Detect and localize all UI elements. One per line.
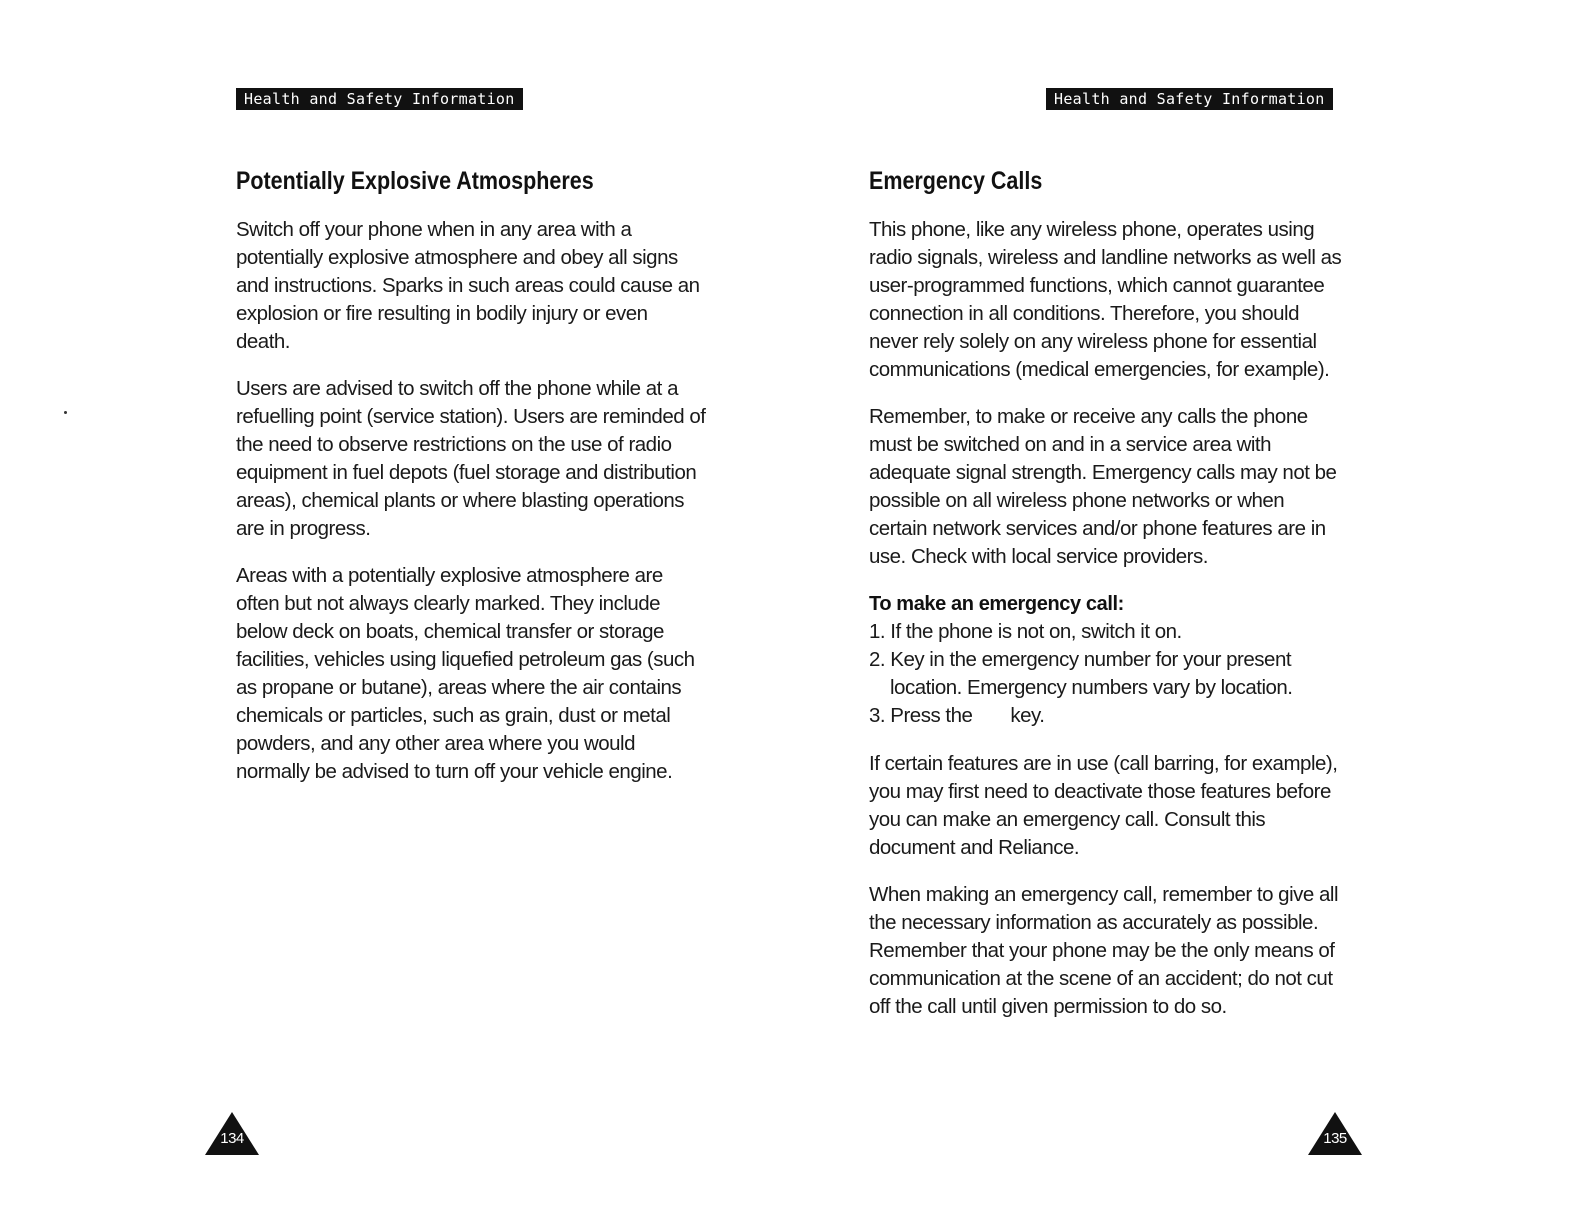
paragraph: Remember, to make or receive any calls the phone must be switched on and in a service area with adequate signal strength. Emergency calls may not be possible on all wireless phone networks or when certain network services and/or phone features are in use. Check with local service providers.	[869, 405, 1337, 568]
step-text: key.	[1010, 704, 1045, 727]
step-text: 3. Press the	[869, 704, 973, 727]
steps-subheading: To make an emergency call:	[869, 593, 1124, 615]
page-number: 134	[220, 1130, 244, 1147]
paragraph: This phone, like any wireless phone, operates using radio signals, wireless and landline networks as well as user-programmed functions, which cannot guarantee connection in all conditions. Therefore, you should never rely solely on any wireless phone for essential communications (medical emergencies, for example).	[869, 218, 1342, 381]
page-number-marker	[203, 1110, 261, 1156]
page-title: Potentially Explosive Atmospheres	[236, 167, 594, 195]
scan-speck	[64, 411, 67, 414]
right-page	[792, 0, 1584, 1223]
list-item: 1. If the phone is not on, switch it on.	[869, 620, 1182, 643]
paragraph: Areas with a potentially explosive atmosphere are often but not always clearly marked. They include below deck on boats, chemical transfer or storage facilities, vehicles using liquefied petroleum gas (such as propane or butane), areas where the air contains chemicals or particles, such as grain, dust or metal powders, and any other area where you would normally be advised to turn off your vehicle engine.	[236, 564, 695, 783]
emergency-steps-list	[869, 618, 1344, 730]
page-number-marker	[1306, 1110, 1364, 1156]
left-page-content	[236, 162, 706, 805]
right-page-content	[869, 162, 1344, 1040]
list-item: 2. Key in the emergency number for your present location. Emergency numbers vary by location.	[869, 648, 1293, 699]
paragraph: Switch off your phone when in any area with a potentially explosive atmosphere and obey all signs and instructions. Sparks in such areas could cause an explosion or fire resulting in bodily injury or even death.	[236, 218, 700, 353]
section-header-tag: Health and Safety Information	[236, 88, 523, 110]
paragraph: Users are advised to switch off the phone while at a refuelling point (service station). Users are reminded of the need to observe restrictions on the use of radio equipment in fuel depots (fuel storage and distribution areas), chemical plants or where blasting operations are in progress.	[236, 377, 706, 540]
section-header-tag: Health and Safety Information	[1046, 88, 1333, 110]
page-number: 135	[1323, 1130, 1347, 1147]
paragraph: When making an emergency call, remember to give all the necessary information as accurately as possible. Remember that your phone may be the only means of communication at the scene of an accident; do not cut off the call until given permission to do so.	[869, 883, 1338, 1018]
page-title: Emergency Calls	[869, 167, 1043, 195]
list-item	[869, 702, 1344, 730]
paragraph: If certain features are in use (call barring, for example), you may first need to deactivate those features before you can make an emergency call. Consult this document and Reliance.	[869, 752, 1338, 859]
